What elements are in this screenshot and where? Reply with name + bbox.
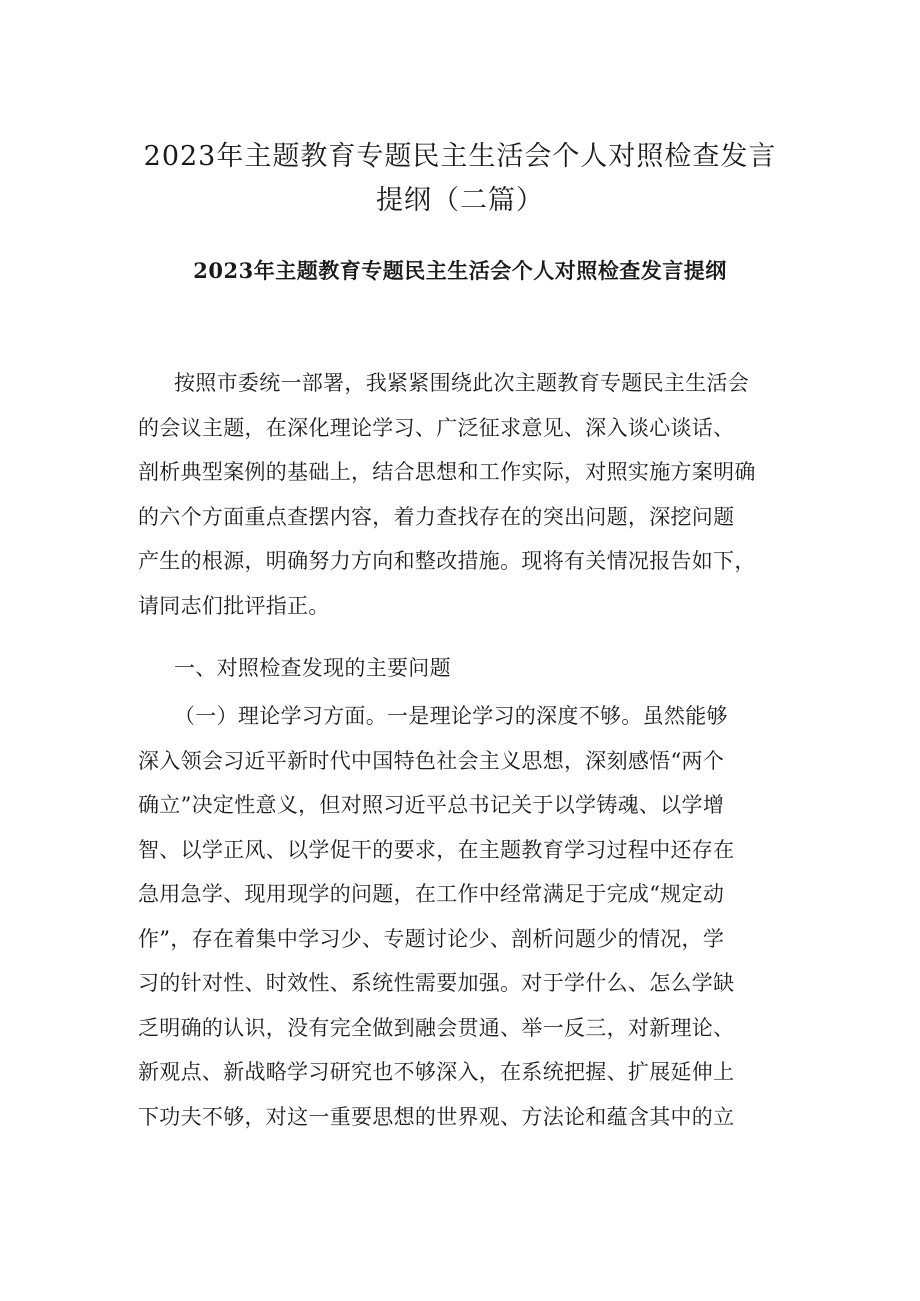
text-line: 产生的根源，明确努力方向和整改措施。现将有关情况报告如下， [138, 549, 756, 573]
section-heading-text: 一、对照检查发现的主要问题 [174, 656, 451, 680]
paragraph-theory-study [138, 694, 798, 1139]
text-line: 请同志们批评指正。 [138, 593, 330, 618]
text-line: 按照市委统一部署，我紧紧围绕此次主题教育专题民主生活会 [174, 371, 750, 395]
text-line: 急用急学、现用现学的问题，在工作中经常满足于完成“规定动 [138, 882, 725, 906]
text-line: 深入领会习近平新时代中国特色社会主义思想，深刻感悟“两个 [138, 748, 725, 773]
text-line: 剖析典型案例的基础上，结合思想和工作实际，对照实施方案明确 [138, 460, 756, 484]
text-line: 的会议主题，在深化理论学习、广泛征求意见、深入谈心谈话、 [138, 415, 735, 440]
text-line: 智、以学正风、以学促干的要求，在主题教育学习过程中还存在 [138, 837, 735, 862]
paragraph-intro [138, 361, 798, 628]
section-heading [138, 646, 798, 691]
text-line: 作”，存在着集中学习少、专题讨论少、剖析问题少的情况，学 [138, 926, 725, 951]
document-title-line-1: 2023年主题教育专题民主生活会个人对照检查发言 [143, 141, 777, 172]
text-line: 的六个方面重点查摆内容，着力查找存在的突出问题，深挖问题 [138, 504, 735, 529]
text-line: 新观点、新战略学习研究也不够深入，在系统把握、扩展延伸上 [138, 1060, 735, 1084]
text-line: 确立”决定性意义，但对照习近平总书记关于以学铸魂、以学增 [138, 793, 725, 817]
text-line: 乏明确的认识，没有完全做到融会贯通、举一反三，对新理论、 [138, 1015, 735, 1040]
text-line: 下功夫不够，对这一重要思想的世界观、方法论和蕴含其中的立 [138, 1104, 735, 1129]
document-title-line-2: 提纲（二篇） [376, 185, 544, 216]
text-line: 习的针对性、时效性、系统性需要加强。对于学什么、怎么学缺 [138, 971, 735, 995]
text-line: （一）理论学习方面。一是理论学习的深度不够。虽然能够 [174, 704, 728, 728]
document-subtitle: 2023年主题教育专题民主生活会个人对照检查发言提纲 [193, 258, 727, 283]
